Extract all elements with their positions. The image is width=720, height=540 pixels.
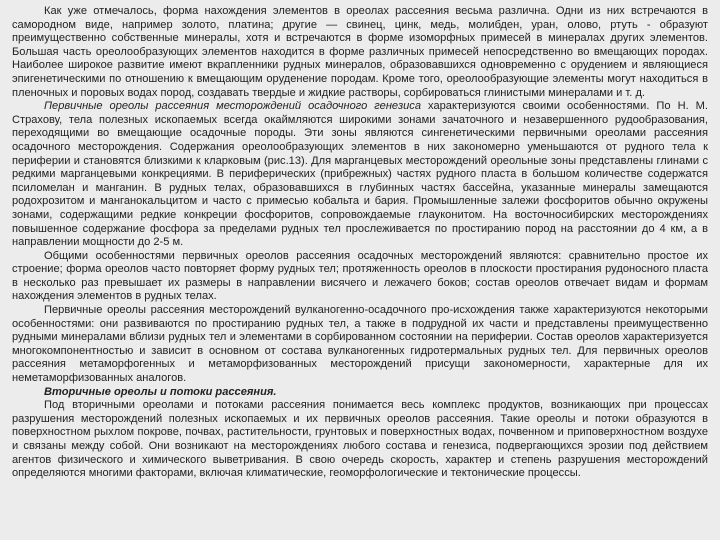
sedimentary-halos-lead: Первичные ореолы рассеяния месторождений осадочного генезиса <box>44 100 422 113</box>
sedimentary-halos-body: характеризуются своими особенностями. По Н. М. Страхову, тела полезных ископаемых всегда окаймляются широкими зонами зачаточного и незавершенного рудообразования, переходящими во вмещающие осадочные породы. Эти зоны являются сингенетическими первичными ореолами рассеяния осадочного месторождения. Содержания ореолообразующих элементов в них закономерно уменьшаются от рудного тела к периферии и становятся близкими к кларковым (рис.13). Для марганцевых месторождений ореольные зоны представлены глинами с редкими марганцевыми конкрециями. В периферических (прибрежных) частях рудного пласта в большом количестве содержатся псиломелан и манганин. В рудных телах, образовавшихся в глубинных частях бассейна, указанные минералы замещаются родохрозитом и манганокальцитом и часто с примесью кобальта и бария. Промышленные залежи фосфоритов обычно окружены зонами, содержащими редкие конкреции фосфоритов, сопровождаемые глауконитом. На восточносибирских месторождениях повышенное содержание фосфора за пределами рудных тел прослеживается по простиранию пород на расстоянии до 4 км, а в направлении мощности до 2-5 м. <box>12 100 709 249</box>
paragraph-element-forms: Как уже отмечалось, форма нахождения элементов в ореолах рассеяния весьма различна. Одни из них встречаются в самородном виде, например золото, платина; другие — свинец, цинк, медь, молибден, уран, олово, ртуть - образуют преимущественно собственные минералы, хотя и встречаются в форме изоморфных примесей в минералах других элементов. Большая часть ореолообразующих элементов находится в форме различных примесей непосредственно во вмещающих породах. Наиболее широкое развитие имеют вкрапленники рудных минералов, образовавшихся одновременно с орудением и являющиеся эпигенетическими по отношению к вмещающим оруденение породам. Кроме того, ореолообразующие элементы могут находиться в пленочных и поровых водах пород, создавать твердые и жидкие растворы, сорбироваться глинистыми минералами и т. д. <box>12 5 708 99</box>
paragraph-general-features: Общими особенностями первичных ореолов рассеяния осадочных месторождений являются: сравнительно простое их строение; форма ореолов часто повторяет форму рудных тел; протяженность ореолов в плоскости простирания рудоносного пласта в несколько раз превышает их размеры в направлении висячего и лежачего боков; состав ореолов отвечает видам и формам нахождения элементов в рудных телах. <box>12 249 708 303</box>
paragraph-secondary-halos: Под вторичными ореолами и потоками рассеяния понимается весь комплекс продуктов, возникающих при процессах разрушения месторождений полезных ископаемых и их первичных ореолов рассеяния. Такие ореолы и потоки образуются в поверхностном рыхлом покрове, почвах, растительности, грунтовых и поверхностных водах, почвенном и приповерхностном воздухе и связаны между собой. Они возникают на месторождениях любого состава и генезиса, подвергающихся эрозии под действием агентов физического и химического выветривания. В свою очередь скорость, характер и степень разрушения месторождений определяются многими факторами, включая климатические, геоморфологические и тектонические процессы. <box>12 399 708 480</box>
paragraph-sedimentary-halos <box>12 100 708 250</box>
section-heading-secondary-halos: Вторичные ореолы и потоки рассеяния. <box>44 385 277 398</box>
paragraph-volcanogenic-halos: Первичные ореолы рассеяния месторождений вулканогенно-осадочного про-исхождения также характеризуются некоторыми особенностями: они развиваются по простиранию рудных тел, а также в подрудной их части и представлены преимущественно рудными минералами вблизи рудных тел и элементами в сорбированном состоянии на периферии. Состав ореолов характеризуется многокомпонентностью и зависит в основном от состава вулканогенных гидротермальных рудных тел. Для первичных ореолов рассеяния метаморфогенных и метаморфизованных месторождений присущи закономерности, характерные для их неметаморфизованных аналогов. <box>12 304 708 385</box>
